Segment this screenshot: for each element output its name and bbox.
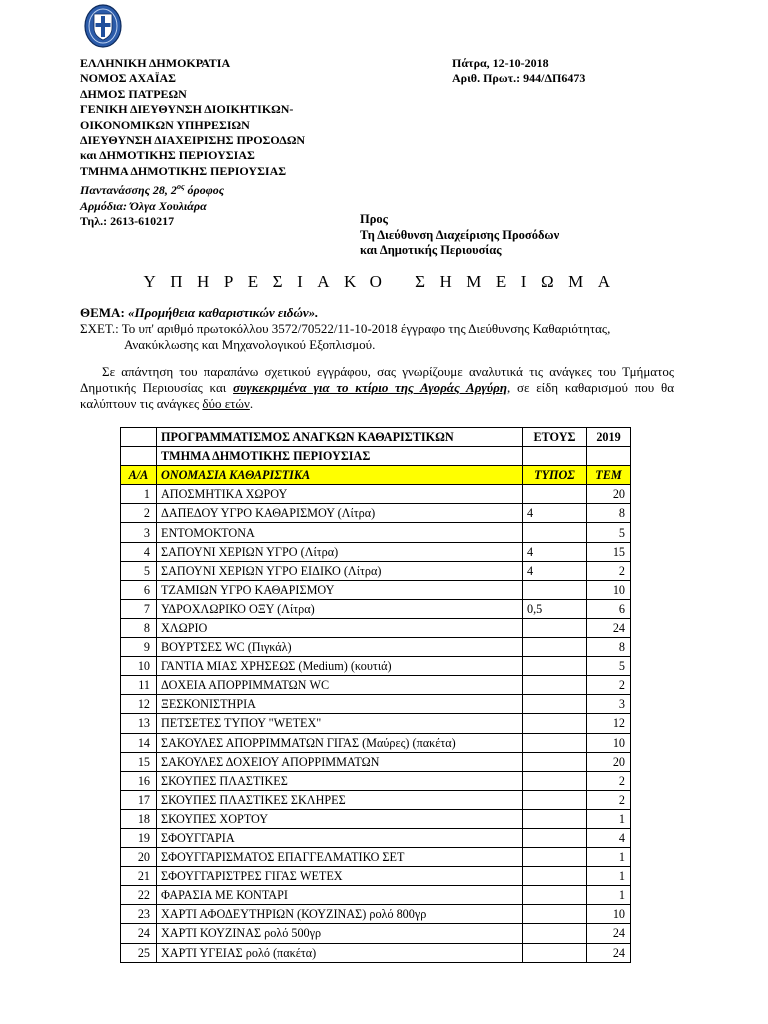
- item-qty: 3: [587, 695, 631, 714]
- body-part1: Σε απάντηση του παραπάνω σχετικού εγγράφου, σας γνωρίζουμε αναλυτικά τις ανάγκες του Τμήματος Δημοτικής Περιουσίας και: [80, 364, 674, 395]
- sender-line: και ΔΗΜΟΤΙΚΗΣ ΠΕΡΙΟΥΣΙΑΣ: [80, 148, 255, 163]
- sender-line: ΟΙΚΟΝΟΜΙΚΩΝ ΥΠΗΡΕΣΙΩΝ: [80, 117, 250, 132]
- item-type: [523, 733, 587, 752]
- reference-label: ΣΧΕΤ.:: [80, 321, 119, 336]
- table-row: [121, 790, 631, 809]
- address-text: Παντανάσσης 28, 2: [80, 183, 177, 198]
- row-number: 16: [121, 771, 157, 790]
- item-name: ΣΚΟΥΠΕΣ ΠΛΑΣΤΙΚΕΣ: [157, 771, 523, 790]
- col-header-qty: ΤΕΜ: [587, 466, 631, 485]
- row-number: 8: [121, 618, 157, 637]
- item-type: [523, 485, 587, 504]
- item-name: ΣΑΚΟΥΛΕΣ ΔΟΧΕΙΟΥ ΑΠΟΡΡΙΜΜΑΤΩΝ: [157, 752, 523, 771]
- subject-text: «Προμήθεια καθαριστικών ειδών».: [124, 305, 319, 320]
- item-type: [523, 638, 587, 657]
- table-row: [121, 943, 631, 962]
- row-number: 25: [121, 943, 157, 962]
- item-name: ΣΑΚΟΥΛΕΣ ΑΠΟΡΡΙΜΜΑΤΩΝ ΓΙΓΑΣ (Μαύρες) (πακέτα): [157, 733, 523, 752]
- item-qty: 20: [587, 752, 631, 771]
- table-row: [121, 485, 631, 504]
- table-row: [121, 848, 631, 867]
- subject-label: ΘΕΜΑ:: [80, 305, 125, 320]
- item-name: ΑΠΟΣΜΗΤΙΚΑ ΧΩΡΟΥ: [157, 485, 523, 504]
- item-name: ΧΑΡΤΙ ΑΦΟΔΕΥΤΗΡΙΩΝ (ΚΟΥΖΙΝΑΣ) ρολό 800γρ: [157, 905, 523, 924]
- item-qty: 10: [587, 733, 631, 752]
- col-header-type: ΤΥΠΟΣ: [523, 466, 587, 485]
- row-number: 10: [121, 657, 157, 676]
- item-qty: 2: [587, 790, 631, 809]
- table-row: [121, 580, 631, 599]
- body-part2: , σε είδη καθαρισμού που θα καλύπτουν τις ανάγκες: [80, 380, 675, 411]
- row-number: 7: [121, 599, 157, 618]
- row-number: 12: [121, 695, 157, 714]
- row-number: 22: [121, 886, 157, 905]
- item-qty: 6: [587, 599, 631, 618]
- protocol-number: Αριθ. Πρωτ.: 944/ΔΠ6473: [452, 71, 586, 86]
- table-cell: [523, 447, 587, 466]
- item-name: ΥΔΡΟΧΛΩΡΙΚΟ ΟΞΥ (Λίτρα): [157, 599, 523, 618]
- table-row: [121, 504, 631, 523]
- table-row: [121, 828, 631, 847]
- address-tail: όροφος: [184, 183, 225, 198]
- row-number: 19: [121, 828, 157, 847]
- item-qty: 24: [587, 618, 631, 637]
- sender-block: [80, 56, 305, 229]
- table-cell: [121, 428, 157, 447]
- sender-phone: Τηλ.: 2613-610217: [80, 214, 175, 229]
- item-qty: 12: [587, 714, 631, 733]
- item-name: ΣΑΠΟΥΝΙ ΧΕΡΙΩΝ ΥΓΡΟ (Λίτρα): [157, 542, 523, 561]
- item-qty: 1: [587, 809, 631, 828]
- item-type: [523, 943, 587, 962]
- row-number: 23: [121, 905, 157, 924]
- item-qty: 10: [587, 905, 631, 924]
- table-row: [121, 523, 631, 542]
- item-type: [523, 790, 587, 809]
- item-type: [523, 580, 587, 599]
- item-qty: 24: [587, 943, 631, 962]
- table-row: [121, 676, 631, 695]
- item-name: ΕΝΤΟΜΟΚΤΟΝΑ: [157, 523, 523, 542]
- table-row: [121, 905, 631, 924]
- year-value: 2019: [587, 428, 631, 447]
- item-name: ΣΚΟΥΠΕΣ ΧΟΡΤΟΥ: [157, 809, 523, 828]
- address-sup: ος: [176, 182, 185, 192]
- supplies-table: [120, 427, 631, 963]
- place-date: Πάτρα, 12-10-2018: [452, 56, 549, 70]
- item-qty: 1: [587, 848, 631, 867]
- item-qty: 24: [587, 924, 631, 943]
- item-name: ΣΑΠΟΥΝΙ ΧΕΡΙΩΝ ΥΓΡΟ ΕΙΔΙΚΟ (Λίτρα): [157, 561, 523, 580]
- item-name: ΧΛΩΡΙΟ: [157, 618, 523, 637]
- item-type: [523, 714, 587, 733]
- table-row: [121, 809, 631, 828]
- table-row: [121, 561, 631, 580]
- item-qty: 2: [587, 771, 631, 790]
- item-name: ΣΦΟΥΓΓΑΡΙΣΤΡΕΣ ΓΙΓΑΣ WETEX: [157, 867, 523, 886]
- row-number: 24: [121, 924, 157, 943]
- item-type: [523, 905, 587, 924]
- item-qty: 1: [587, 886, 631, 905]
- table-row: [121, 714, 631, 733]
- col-header-aa: Α/Α: [121, 466, 157, 485]
- table-row: [121, 695, 631, 714]
- body-part3: .: [249, 396, 254, 411]
- recipient-line: και Δημοτικής Περιουσίας: [360, 243, 502, 257]
- row-number: 4: [121, 542, 157, 561]
- item-type: [523, 924, 587, 943]
- item-name: ΔΟΧΕΙΑ ΑΠΟΡΡΙΜΜΑΤΩΝ WC: [157, 676, 523, 695]
- table-row: [121, 924, 631, 943]
- row-number: 5: [121, 561, 157, 580]
- item-name: ΦΑΡΑΣΙΑ ΜΕ ΚΟΝΤΑΡΙ: [157, 886, 523, 905]
- item-name: ΠΕΤΣΕΤΕΣ ΤΥΠΟΥ "WETEX": [157, 714, 523, 733]
- sender-line: ΔΗΜΟΣ ΠΑΤΡΕΩΝ: [80, 86, 187, 101]
- item-qty: 5: [587, 657, 631, 676]
- item-qty: 20: [587, 485, 631, 504]
- item-name: ΣΦΟΥΓΓΑΡΙΑ: [157, 828, 523, 847]
- table-row: [121, 599, 631, 618]
- body-emphasis: συγκεκριμένα για το κτίριο της Αγοράς Αργύρη: [233, 380, 508, 395]
- item-type: [523, 618, 587, 637]
- item-type: [523, 752, 587, 771]
- item-type: 4: [523, 542, 587, 561]
- row-number: 1: [121, 485, 157, 504]
- sender-line: ΝΟΜΟΣ ΑΧΑΪΑΣ: [80, 71, 177, 86]
- reference-text-cont: Ανακύκλωσης και Μηχανολογικού Εξοπλισμού.: [124, 337, 376, 352]
- item-type: [523, 809, 587, 828]
- table-subtitle-row: [121, 447, 631, 466]
- recipient-line: Τη Διεύθυνση Διαχείρισης Προσόδων: [360, 227, 560, 242]
- row-number: 11: [121, 676, 157, 695]
- item-type: 4: [523, 561, 587, 580]
- item-type: [523, 523, 587, 542]
- item-name: ΣΚΟΥΠΕΣ ΠΛΑΣΤΙΚΕΣ ΣΚΛΗΡΕΣ: [157, 790, 523, 809]
- row-number: 21: [121, 867, 157, 886]
- sender-line: ΔΙΕΥΘΥΝΣΗ ΔΙΑΧΕΙΡΙΣΗΣ ΠΡΟΣΟΔΩΝ: [80, 133, 306, 148]
- item-type: [523, 695, 587, 714]
- item-type: 4: [523, 504, 587, 523]
- item-type: [523, 657, 587, 676]
- row-number: 15: [121, 752, 157, 771]
- item-type: [523, 771, 587, 790]
- table-header-row: [121, 466, 631, 485]
- table-subtitle: ΤΜΗΜΑ ΔΗΜΟΤΙΚΗΣ ΠΕΡΙΟΥΣΙΑΣ: [157, 447, 523, 466]
- recipient-line: Προς: [360, 212, 388, 226]
- sender-contact: Αρμόδια: Όλγα Χουλιάρα: [80, 198, 207, 213]
- row-number: 17: [121, 790, 157, 809]
- row-number: 14: [121, 733, 157, 752]
- document-meta: [452, 56, 585, 87]
- row-number: 18: [121, 809, 157, 828]
- table-cell: [121, 447, 157, 466]
- item-type: [523, 886, 587, 905]
- row-number: 9: [121, 638, 157, 657]
- row-number: 2: [121, 504, 157, 523]
- item-qty: 5: [587, 523, 631, 542]
- row-number: 6: [121, 580, 157, 599]
- table-row: [121, 886, 631, 905]
- item-name: ΤΖΑΜΙΩΝ ΥΓΡΟ ΚΑΘΑΡΙΣΜΟΥ: [157, 580, 523, 599]
- table-row: [121, 771, 631, 790]
- table-row: [121, 867, 631, 886]
- item-name: ΣΦΟΥΓΓΑΡΙΣΜΑΤΟΣ ΕΠΑΓΓΕΛΜΑΤΙΚΟ ΣΕΤ: [157, 848, 523, 867]
- row-number: 20: [121, 848, 157, 867]
- row-number: 3: [121, 523, 157, 542]
- table-row: [121, 542, 631, 561]
- memo-title: ΥΠΗΡΕΣΙΑΚΟ ΣΗΜΕΙΩΜΑ: [143, 272, 625, 291]
- item-qty: 8: [587, 504, 631, 523]
- reference-line: [80, 321, 680, 353]
- table-title: ΠΡΟΓΡΑΜΜΑΤΙΣΜΟΣ ΑΝΑΓΚΩΝ ΚΑΘΑΡΙΣΤΙΚΩΝ: [157, 428, 523, 447]
- item-type: [523, 848, 587, 867]
- col-header-name: ΟΝΟΜΑΣΙΑ ΚΑΘΑΡΙΣΤΙΚΑ: [157, 466, 523, 485]
- item-name: ΒΟΥΡΤΣΕΣ WC (Πιγκάλ): [157, 638, 523, 657]
- body-paragraph: [80, 364, 674, 412]
- item-qty: 15: [587, 542, 631, 561]
- item-name: ΓΑΝΤΙΑ ΜΙΑΣ ΧΡΗΣΕΩΣ (Medium) (κουτιά): [157, 657, 523, 676]
- hellenic-republic-emblem: [84, 4, 122, 48]
- table-row: [121, 752, 631, 771]
- table-row: [121, 657, 631, 676]
- reference-text: Το υπ' αριθμό πρωτοκόλλου 3572/70522/11-10-2018 έγγραφο της Διεύθυνσης Καθαριότητας,: [118, 321, 611, 336]
- table-row: [121, 638, 631, 657]
- sender-line: ΤΜΗΜΑ ΔΗΜΟΤΙΚΗΣ ΠΕΡΙΟΥΣΙΑΣ: [80, 163, 287, 178]
- item-name: ΔΑΠΕΔΟΥ ΥΓΡΟ ΚΑΘΑΡΙΣΜΟΥ (Λίτρα): [157, 504, 523, 523]
- item-type: [523, 867, 587, 886]
- table-cell: [587, 447, 631, 466]
- item-qty: 1: [587, 867, 631, 886]
- recipient-block: [360, 212, 559, 259]
- sender-line: ΕΛΛΗΝΙΚΗ ΔΗΜΟΚΡΑΤΙΑ: [80, 56, 231, 70]
- item-name: ΧΑΡΤΙ ΥΓΕΙΑΣ ρολό (πακέτα): [157, 943, 523, 962]
- table-row: [121, 618, 631, 637]
- item-type: [523, 676, 587, 695]
- body-underline: δύο ετών: [202, 396, 250, 411]
- item-type: [523, 828, 587, 847]
- table-row: [121, 733, 631, 752]
- sender-line: ΓΕΝΙΚΗ ΔΙΕΥΘΥΝΣΗ ΔΙΟΙΚΗΤΙΚΩΝ-: [80, 102, 294, 117]
- sender-address: [80, 179, 305, 198]
- item-name: ΧΑΡΤΙ ΚΟΥΖΙΝΑΣ ρολό 500γρ: [157, 924, 523, 943]
- item-name: ΞΕΣΚΟΝΙΣΤΗΡΙΑ: [157, 695, 523, 714]
- item-qty: 4: [587, 828, 631, 847]
- table-title-row: [121, 428, 631, 447]
- item-type: 0,5: [523, 599, 587, 618]
- year-label: ΕΤΟΥΣ: [523, 428, 587, 447]
- subject-line: [80, 305, 318, 321]
- item-qty: 8: [587, 638, 631, 657]
- row-number: 13: [121, 714, 157, 733]
- item-qty: 2: [587, 561, 631, 580]
- item-qty: 2: [587, 676, 631, 695]
- item-qty: 10: [587, 580, 631, 599]
